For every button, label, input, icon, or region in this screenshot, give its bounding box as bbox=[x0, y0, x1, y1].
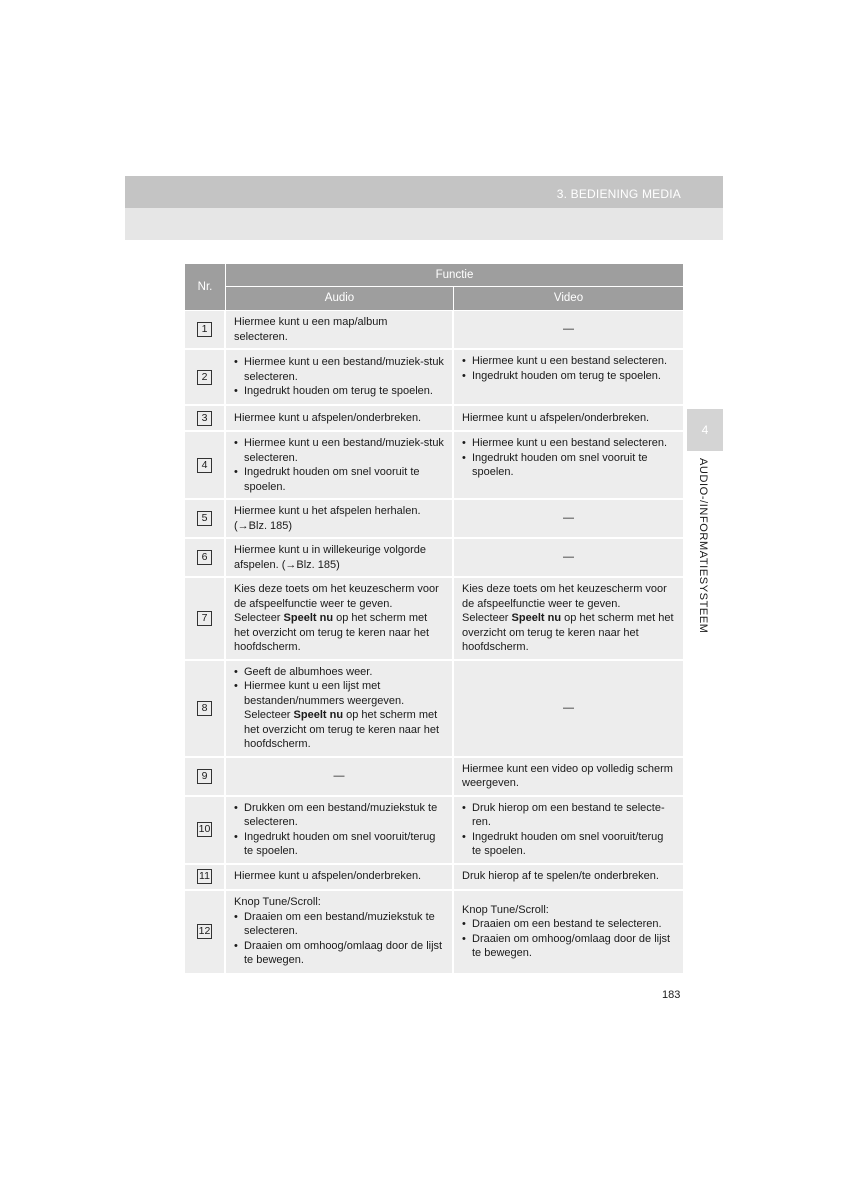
video-cell: Knop Tune/Scroll: • Draaien om een bestand te selecteren. • Draaien om omhoog/omlaag door de lijst te bewegen. bbox=[454, 891, 683, 975]
video-cell-empty bbox=[454, 539, 683, 578]
list-item: • Draaien om omhoog/omlaag door de lijst te bewegen. bbox=[462, 932, 671, 959]
audio-cell: Kies deze toets om het keuzescherm voor de afspeelfunctie weer te geven. Selecteer Speelt nu op het scherm met het overzicht om terug te keren naar het hoofdscherm. bbox=[226, 578, 454, 661]
list-item: • Ingedrukt houden om snel vooruit/terug te spoelen. bbox=[462, 830, 664, 857]
col-header-audio: Audio bbox=[226, 287, 454, 311]
section-title: 3. BEDIENING MEDIA bbox=[556, 187, 681, 201]
row-number: 9 bbox=[197, 769, 212, 784]
row-number: 3 bbox=[197, 411, 212, 426]
audio-cell-empty bbox=[226, 758, 454, 797]
dash: — bbox=[563, 512, 574, 525]
table-row bbox=[185, 865, 683, 891]
audio-cell: Hiermee kunt u afspelen/onderbreken. bbox=[226, 865, 454, 891]
chapter-tab: 4 bbox=[687, 409, 723, 451]
row-number: 10 bbox=[198, 823, 211, 835]
list-item: • Ingedrukt houden om snel vooruit/terug te spoelen. bbox=[234, 830, 436, 857]
list-item: • Hiermee kunt u een bestand selecteren. bbox=[462, 355, 668, 367]
row-number: 6 bbox=[197, 550, 212, 565]
col-header-functie: Functie bbox=[226, 264, 683, 287]
list-item: • Draaien om omhoog/omlaag door de lijst te bewegen. bbox=[234, 939, 443, 967]
audio-cell bbox=[226, 797, 454, 865]
audio-cell: • Geeft de albumhoes weer. • Hiermee kunt u een lijst met bestanden/nummers weergeven. Selecteer Speelt nu op het scherm met het overzicht om terug te keren naar het hoofdscherm. bbox=[226, 661, 454, 758]
header-band-lower bbox=[125, 208, 723, 240]
list-item: • Ingedrukt houden om snel vooruit te spoelen. bbox=[234, 466, 420, 493]
audio-cell: Hiermee kunt u het afspelen herhalen. (→Blz. 185) bbox=[226, 500, 454, 539]
list-item: • Draaien om een bestand te selecteren. bbox=[462, 918, 662, 930]
row-number: 5 bbox=[197, 511, 212, 526]
dash: — bbox=[333, 769, 345, 782]
header-band bbox=[125, 176, 723, 208]
audio-cell: Knop Tune/Scroll: • Draaien om een bestand/muziekstuk te selecteren. • Draaien om omhoog/omlaag door de lijst te bewegen. bbox=[226, 891, 454, 975]
list-item: • Ingedrukt houden om terug te spoelen. bbox=[462, 369, 661, 382]
video-cell-empty bbox=[454, 311, 683, 350]
table-row bbox=[185, 311, 683, 350]
audio-cell bbox=[226, 350, 454, 406]
table-row bbox=[185, 661, 683, 758]
table-row bbox=[185, 891, 683, 975]
audio-cell bbox=[226, 432, 454, 500]
video-cell: Hiermee kunt een video op volledig scherm weergeven. bbox=[454, 758, 683, 797]
video-cell-empty bbox=[454, 500, 683, 539]
audio-cell: Hiermee kunt u afspelen/onderbreken. bbox=[226, 406, 454, 432]
chapter-title: AUDIO-/INFORMATIESYSTEEM bbox=[697, 458, 709, 634]
table-row bbox=[185, 406, 683, 432]
table-row bbox=[185, 500, 683, 539]
row-number: 7 bbox=[197, 611, 212, 626]
dash: — bbox=[563, 551, 574, 564]
video-cell-empty bbox=[454, 661, 683, 758]
audio-cell: Hiermee kunt u een map/album selecteren. bbox=[226, 311, 454, 350]
list-item: • Geeft de albumhoes weer. bbox=[234, 665, 373, 678]
page-number: 183 bbox=[662, 989, 681, 1001]
function-table bbox=[185, 264, 683, 975]
table-row bbox=[185, 758, 683, 797]
list-item: • Hiermee kunt u een bestand/muziek-stuk selecteren. bbox=[234, 437, 444, 464]
dash: — bbox=[563, 701, 574, 714]
list-item: • Draaien om een bestand/muziekstuk te selecteren. bbox=[234, 910, 435, 938]
video-cell bbox=[454, 350, 683, 406]
video-cell: Druk hierop af te spelen/te onderbreken. bbox=[454, 865, 683, 891]
col-header-video: Video bbox=[454, 287, 683, 311]
list-item: • Drukken om een bestand/muziekstuk te selecteren. bbox=[234, 801, 438, 828]
list-item: • Ingedrukt houden om snel vooruit te spoelen. bbox=[462, 451, 648, 478]
table-row bbox=[185, 432, 683, 500]
list-item: • Ingedrukt houden om terug te spoelen. bbox=[234, 385, 433, 398]
row-number: 12 bbox=[198, 925, 211, 937]
col-header-nr: Nr. bbox=[185, 264, 226, 311]
video-cell: Kies deze toets om het keuzescherm voor de afspeelfunctie weer te geven. Selecteer Speelt nu op het scherm met het overzicht om terug te keren naar het hoofdscherm. bbox=[454, 578, 683, 661]
table-row bbox=[185, 578, 683, 661]
row-number: 2 bbox=[197, 370, 212, 385]
row-number: 4 bbox=[197, 458, 212, 473]
table-row bbox=[185, 539, 683, 578]
row-number: 1 bbox=[197, 322, 212, 337]
table-row bbox=[185, 797, 683, 865]
video-cell bbox=[454, 432, 683, 500]
list-item: • Hiermee kunt u een bestand/muziek-stuk selecteren. bbox=[234, 356, 444, 383]
audio-cell: Hiermee kunt u in willekeurige volgorde afspelen. (→Blz. 185) bbox=[226, 539, 454, 578]
video-cell: Hiermee kunt u afspelen/onderbreken. bbox=[454, 406, 683, 432]
row-number: 11 bbox=[197, 869, 212, 884]
list-item: • Druk hierop om een bestand te selecte-ren. bbox=[462, 801, 665, 828]
list-item: • Hiermee kunt u een lijst met bestanden/nummers weergeven. bbox=[234, 680, 405, 707]
dash: — bbox=[563, 323, 574, 336]
row-number: 8 bbox=[197, 701, 212, 716]
table-row bbox=[185, 350, 683, 406]
video-cell bbox=[454, 797, 683, 865]
list-item: • Hiermee kunt u een bestand selecteren. bbox=[462, 437, 668, 449]
